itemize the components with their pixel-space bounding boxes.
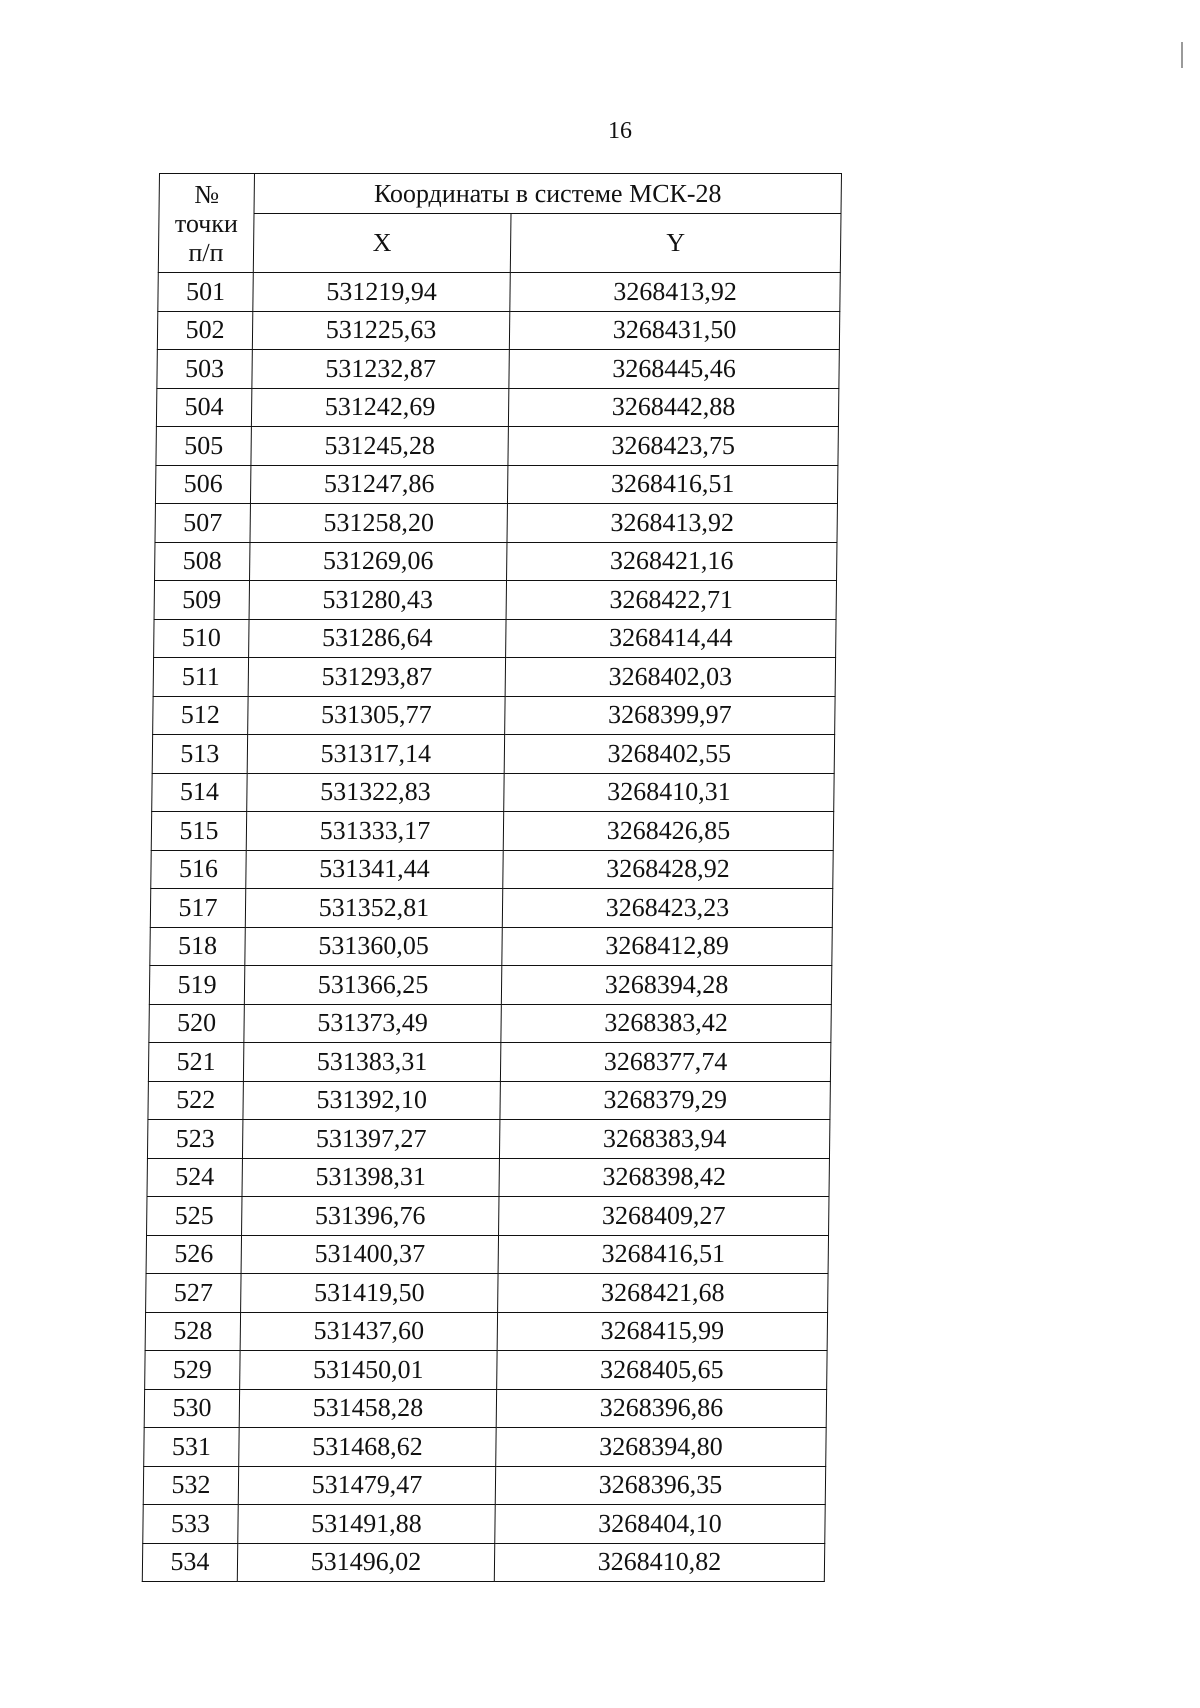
y-coordinate-cell: 3268415,99 (497, 1312, 827, 1351)
y-coordinate-cell: 3268402,55 (504, 735, 834, 774)
point-number-header-line: п/п (188, 237, 224, 267)
y-coordinate-cell: 3268413,92 (507, 504, 837, 543)
x-coordinate-cell: 531366,25 (244, 966, 501, 1005)
x-coordinate-cell: 531293,87 (248, 658, 505, 697)
point-number-header-line: № (194, 179, 220, 209)
table-row (157, 311, 839, 350)
point-number-cell: 510 (154, 619, 249, 658)
x-coordinate-cell: 531317,14 (247, 735, 504, 774)
table-row (154, 581, 836, 620)
y-coordinate-cell: 3268383,42 (501, 1004, 831, 1043)
point-number-cell: 528 (145, 1312, 240, 1351)
table-row (147, 1120, 829, 1159)
y-coordinate-cell: 3268396,35 (495, 1466, 825, 1505)
y-coordinate-cell: 3268416,51 (498, 1235, 828, 1274)
table-row (153, 696, 835, 735)
x-coordinate-cell: 531341,44 (246, 850, 503, 889)
table-row (147, 1158, 829, 1197)
table-row (149, 966, 831, 1005)
point-number-cell: 514 (152, 773, 247, 812)
header-row-1 (159, 174, 841, 214)
table-row (154, 619, 836, 658)
x-coordinate-cell: 531245,28 (251, 427, 508, 466)
y-coordinate-cell: 3268428,92 (503, 850, 833, 889)
y-coordinate-cell: 3268416,51 (507, 465, 837, 504)
point-number-cell: 508 (155, 542, 250, 581)
table-row (148, 1081, 830, 1120)
y-coordinate-cell: 3268398,42 (499, 1158, 829, 1197)
table-row (152, 773, 834, 812)
point-number-cell: 505 (156, 427, 251, 466)
point-number-cell: 506 (155, 465, 250, 504)
y-coordinate-cell: 3268394,80 (496, 1428, 826, 1467)
y-coordinate-cell: 3268421,16 (507, 542, 837, 581)
x-coordinate-cell: 531437,60 (240, 1312, 497, 1351)
point-number-cell: 521 (148, 1043, 243, 1082)
x-coordinate-cell: 531242,69 (251, 388, 508, 427)
y-coordinate-cell: 3268426,85 (503, 812, 833, 851)
point-number-cell: 516 (151, 850, 246, 889)
point-number-cell: 512 (153, 696, 248, 735)
table-row (153, 658, 835, 697)
x-coordinate-cell: 531305,77 (248, 696, 505, 735)
table-header (158, 174, 841, 273)
point-number-cell: 534 (142, 1543, 237, 1582)
scan-artifact-mark (1181, 42, 1183, 68)
y-coordinate-cell: 3268442,88 (508, 388, 838, 427)
x-coordinate-cell: 531397,27 (242, 1120, 499, 1159)
table-row (144, 1389, 826, 1428)
x-coordinate-cell: 531383,31 (243, 1043, 500, 1082)
y-coordinate-cell: 3268377,74 (500, 1043, 830, 1082)
table-row (146, 1235, 828, 1274)
y-coordinate-cell: 3268412,89 (502, 927, 832, 966)
x-coordinate-cell: 531360,05 (245, 927, 502, 966)
point-number-cell: 518 (150, 927, 245, 966)
point-number-cell: 522 (148, 1081, 243, 1120)
point-number-cell: 511 (153, 658, 248, 697)
x-coordinate-cell: 531286,64 (249, 619, 506, 658)
x-coordinate-cell: 531322,83 (247, 773, 504, 812)
y-coordinate-cell: 3268431,50 (509, 311, 839, 350)
x-coordinate-cell: 531468,62 (239, 1428, 496, 1467)
x-coordinate-cell: 531450,01 (240, 1351, 497, 1390)
point-number-cell: 525 (147, 1197, 242, 1236)
y-coordinate-cell: 3268383,94 (499, 1120, 829, 1159)
x-coordinate-cell: 531392,10 (243, 1081, 500, 1120)
x-coordinate-cell: 531396,76 (242, 1197, 499, 1236)
table-row (143, 1466, 825, 1505)
point-number-cell: 507 (155, 504, 250, 543)
table-row (143, 1505, 825, 1544)
table-row (152, 735, 834, 774)
y-header: Y (510, 214, 841, 273)
x-coordinate-cell: 531419,50 (241, 1274, 498, 1313)
y-coordinate-cell: 3268396,86 (496, 1389, 826, 1428)
x-coordinate-cell: 531491,88 (238, 1505, 495, 1544)
point-number-cell: 517 (150, 889, 245, 928)
header-row-2 (158, 214, 841, 273)
coordinates-header: Координаты в системе МСК-28 (254, 174, 841, 214)
x-coordinate-cell: 531232,87 (252, 350, 509, 389)
table-body (142, 273, 840, 1582)
point-number-cell: 523 (147, 1120, 242, 1159)
table-row (142, 1543, 824, 1582)
x-coordinate-cell: 531496,02 (237, 1543, 494, 1582)
table-row (150, 927, 832, 966)
y-coordinate-cell: 3268409,27 (499, 1197, 829, 1236)
x-coordinate-cell: 531280,43 (249, 581, 506, 620)
table-row (156, 427, 838, 466)
y-coordinate-cell: 3268414,44 (506, 619, 836, 658)
y-coordinate-cell: 3268402,03 (505, 658, 835, 697)
table-row (147, 1197, 829, 1236)
y-coordinate-cell: 3268413,92 (510, 273, 840, 312)
point-number-cell: 531 (144, 1428, 239, 1467)
table-row (155, 504, 837, 543)
point-number-cell: 527 (146, 1274, 241, 1313)
y-coordinate-cell: 3268423,75 (508, 427, 838, 466)
table-row (148, 1043, 830, 1082)
point-number-cell: 501 (158, 273, 253, 312)
y-coordinate-cell: 3268379,29 (500, 1081, 830, 1120)
x-coordinate-cell: 531225,63 (252, 311, 509, 350)
y-coordinate-cell: 3268410,31 (504, 773, 834, 812)
y-coordinate-cell: 3268410,82 (494, 1543, 824, 1582)
table-row (155, 465, 837, 504)
x-header: X (253, 214, 511, 273)
point-number-header-line: точки (174, 208, 239, 238)
table-row (149, 1004, 831, 1043)
table-row (145, 1351, 827, 1390)
point-number-cell: 513 (152, 735, 247, 774)
table-row (145, 1312, 827, 1351)
table-row (144, 1428, 826, 1467)
point-number-cell: 529 (145, 1351, 240, 1390)
table-row (156, 388, 838, 427)
x-coordinate-cell: 531333,17 (246, 812, 503, 851)
point-number-cell: 504 (156, 388, 251, 427)
x-coordinate-cell: 531247,86 (250, 465, 507, 504)
point-number-cell: 515 (151, 812, 246, 851)
x-coordinate-cell: 531400,37 (241, 1235, 498, 1274)
point-number-cell: 519 (149, 966, 244, 1005)
y-coordinate-cell: 3268422,71 (506, 581, 836, 620)
point-number-cell: 520 (149, 1004, 244, 1043)
y-coordinate-cell: 3268399,97 (505, 696, 835, 735)
y-coordinate-cell: 3268421,68 (498, 1274, 828, 1313)
x-coordinate-cell: 531479,47 (238, 1466, 495, 1505)
point-number-cell: 502 (157, 311, 252, 350)
table-row (151, 850, 833, 889)
point-number-cell: 524 (147, 1158, 242, 1197)
point-number-header (158, 174, 254, 273)
table-row (155, 542, 837, 581)
y-coordinate-cell: 3268404,10 (495, 1505, 825, 1544)
x-coordinate-cell: 531352,81 (245, 889, 502, 928)
point-number-cell: 526 (146, 1235, 241, 1274)
y-coordinate-cell: 3268405,65 (497, 1351, 827, 1390)
point-number-cell: 532 (143, 1466, 238, 1505)
x-coordinate-cell: 531258,20 (250, 504, 507, 543)
table-row (157, 350, 839, 389)
x-coordinate-cell: 531458,28 (239, 1389, 496, 1428)
point-number-cell: 533 (143, 1505, 238, 1544)
table-row (151, 812, 833, 851)
x-coordinate-cell: 531219,94 (253, 273, 510, 312)
table-row (158, 273, 840, 312)
coordinates-table (142, 173, 842, 1582)
page-number: 16 (608, 118, 632, 144)
x-coordinate-cell: 531373,49 (244, 1004, 501, 1043)
x-coordinate-cell: 531269,06 (250, 542, 507, 581)
y-coordinate-cell: 3268423,23 (502, 889, 832, 928)
point-number-cell: 503 (157, 350, 252, 389)
table-row (146, 1274, 828, 1313)
y-coordinate-cell: 3268394,28 (501, 966, 831, 1005)
table-row (150, 889, 832, 928)
y-coordinate-cell: 3268445,46 (509, 350, 839, 389)
x-coordinate-cell: 531398,31 (242, 1158, 499, 1197)
point-number-cell: 509 (154, 581, 249, 620)
point-number-cell: 530 (144, 1389, 239, 1428)
